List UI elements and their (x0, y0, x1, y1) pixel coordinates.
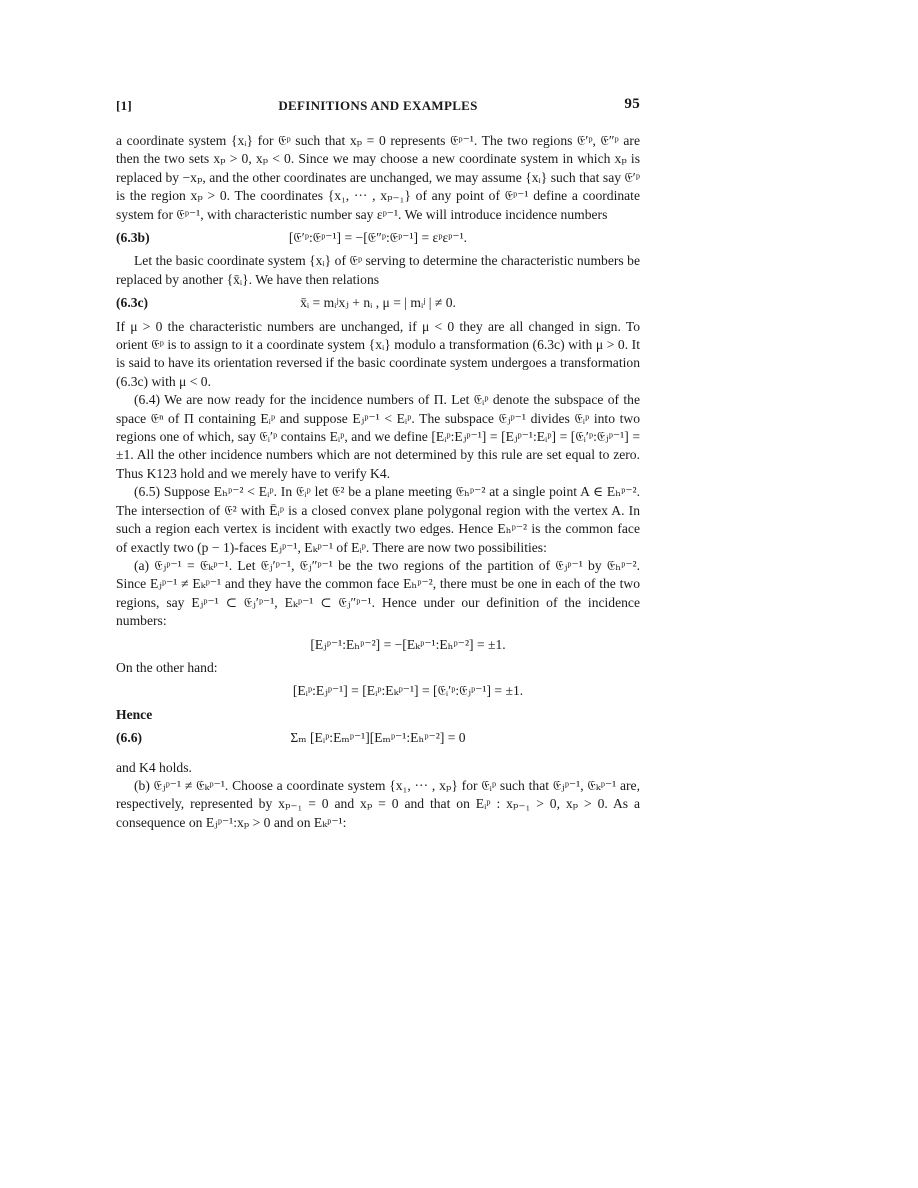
equation-6-3b (116, 229, 640, 247)
running-title: DEFINITIONS AND EXAMPLES (278, 98, 478, 113)
paragraph: Let the basic coordinate system {xᵢ} of 𝔈ᵖ serving to determine the characteristic numbers be replaced by another {x̄ᵢ}. We have then relations (116, 253, 640, 287)
equation-6-3c (116, 294, 640, 312)
equation-a2 (116, 682, 640, 700)
paragraph: On the other hand: (116, 659, 218, 675)
paragraph: a coordinate system {xᵢ} for 𝔈ᵖ such that xₚ = 0 represents 𝔈ᵖ⁻¹. The two regions 𝔈′ᵖ, 𝔈″ᵖ are then the two sets xₚ > 0, xₚ < 0. Since we may choose a new coordinate system in which xₚ is replaced by −xₚ, and the other coordinates are unchanged, we may assume {xᵢ} such that say 𝔈′ᵖ is the region xₚ > 0. The coordinates {x₁, ··· , xₚ₋₁} of any point of 𝔈ᵖ⁻¹ define a coordinate system for 𝔈ᵖ⁻¹, with characteristic number say εᵖ⁻¹. We will introduce incidence numbers (116, 133, 640, 222)
section-number: [1] (116, 98, 133, 113)
equation-label: (6.3c) (116, 295, 149, 311)
paragraph: (a) 𝔈ⱼᵖ⁻¹ = 𝔈ₖᵖ⁻¹. Let 𝔈ⱼ′ᵖ⁻¹, 𝔈ⱼ″ᵖ⁻¹ be the two regions of the partition of 𝔈ⱼᵖ⁻¹ by 𝔈ₕᵖ⁻². Since Eⱼᵖ⁻¹ ≠ Eₖᵖ⁻¹ and they have the common face Eₕᵖ⁻², there must be one in each of the two regions, say Eⱼᵖ⁻¹ ⊂ 𝔈ⱼ′ᵖ⁻¹, Eₖᵖ⁻¹ ⊂ 𝔈ⱼ″ᵖ⁻¹. Hence under our definition of the incidence numbers: (116, 557, 640, 629)
equation-body: x̄ᵢ = mᵢʲxⱼ + nᵢ , μ = | mᵢʲ | ≠ 0. (300, 295, 456, 311)
equation-body: [𝔈′ᵖ:𝔈ᵖ⁻¹] = −[𝔈″ᵖ:𝔈ᵖ⁻¹] = εᵖεᵖ⁻¹. (288, 230, 468, 246)
paragraph: If μ > 0 the characteristic numbers are unchanged, if μ < 0 they are all changed in sign. To orient 𝔈ᵖ is to assign to it a coordinate system {xᵢ} modulo a transformation (6.3c) with μ > 0. It is said to have its orientation reversed if the basic coordinate system undergoes a transformation (6.3c) with μ < 0. (116, 318, 640, 389)
page-number: 95 (624, 96, 640, 112)
equation-label: (6.6) (116, 730, 143, 746)
equation-a1 (116, 636, 640, 654)
paragraph: Hence (116, 706, 153, 722)
equation-body: Σₘ [Eᵢᵖ:Eₘᵖ⁻¹][Eₘᵖ⁻¹:Eₕᵖ⁻²] = 0 (290, 730, 466, 746)
running-header (116, 98, 640, 120)
paragraph: (6.5) Suppose Eₕᵖ⁻² < Eᵢᵖ. In 𝔈ᵢᵖ let 𝔈² be a plane meeting 𝔈ₕᵖ⁻² at a single point A ∈ Eₕᵖ⁻². The intersection of 𝔈² with Ēᵢᵖ is a closed convex plane polygonal region with the vertex A. In such a region each vertex is incident with exactly two edges. Hence Eₕᵖ⁻² is the common face of exactly two (p − 1)-faces Eⱼᵖ⁻¹, Eₖᵖ⁻¹ of Eᵢᵖ. There are now two possibilities: (116, 484, 640, 555)
equation-6-6 (116, 729, 640, 747)
equation-body: [Eᵢᵖ:Eⱼᵖ⁻¹] = [Eᵢᵖ:Eₖᵖ⁻¹] = [𝔈ᵢ′ᵖ:𝔈ⱼᵖ⁻¹] = ±1. (292, 683, 524, 699)
page-body (116, 132, 640, 832)
equation-label: (6.3b) (116, 230, 150, 246)
paragraph: (6.4) We are now ready for the incidence numbers of Π. Let 𝔈ᵢᵖ denote the subspace of the space 𝔈ⁿ of Π containing Eᵢᵖ and suppose Eⱼᵖ⁻¹ < Eᵢᵖ. The subspace 𝔈ⱼᵖ⁻¹ divides 𝔈ᵢᵖ into two regions one of which, say 𝔈ᵢ′ᵖ contains Eᵢᵖ, and we define [Eᵢᵖ:Eⱼᵖ⁻¹] = [Eⱼᵖ⁻¹:Eᵢᵖ] = [𝔈ᵢ′ᵖ:𝔈ⱼᵖ⁻¹] = ±1. All the other incidence numbers which are not determined by this rule are set equal to zero. Thus K123 hold and we merely have to verify K4. (116, 392, 640, 481)
paragraph: (b) 𝔈ⱼᵖ⁻¹ ≠ 𝔈ₖᵖ⁻¹. Choose a coordinate system {x₁, ··· , xₚ} for 𝔈ᵢᵖ such that 𝔈ⱼᵖ⁻¹, 𝔈ₖᵖ⁻¹ are, respectively, represented by xₚ₋₁ = 0 and xₚ = 0 and that on Eᵢᵖ : xₚ₋₁ > 0, xₚ > 0. As a consequence on Eⱼᵖ⁻¹:xₚ > 0 and on Eₖᵖ⁻¹: (116, 777, 640, 830)
paragraph: and K4 holds. (116, 759, 192, 775)
book-page (116, 98, 640, 832)
equation-body: [Eⱼᵖ⁻¹:Eₕᵖ⁻²] = −[Eₖᵖ⁻¹:Eₕᵖ⁻²] = ±1. (310, 636, 506, 652)
